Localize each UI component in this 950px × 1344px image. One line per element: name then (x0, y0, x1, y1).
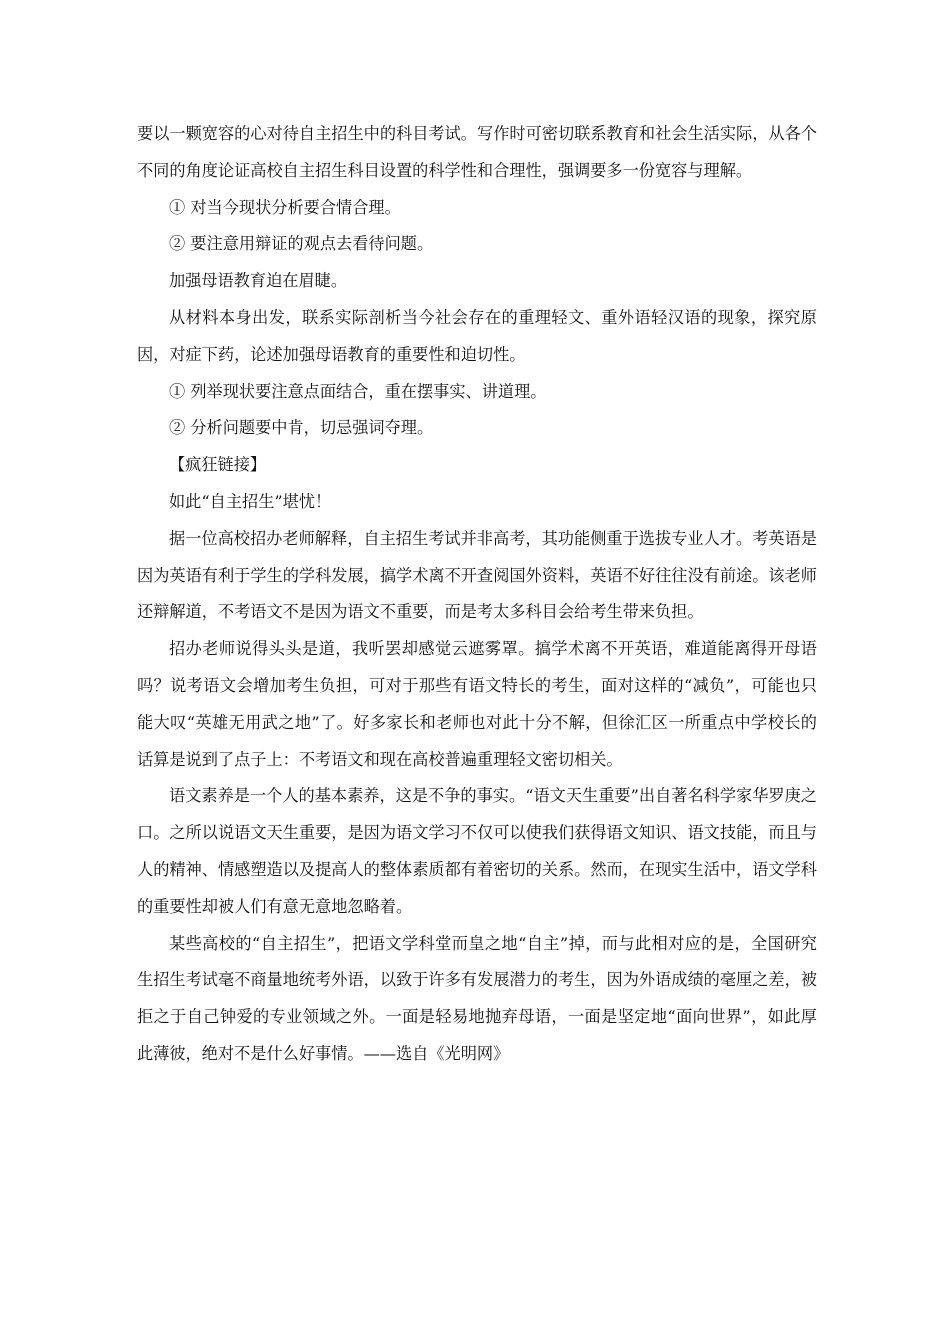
paragraph-point-1: ① 对当今现状分析要合情合理。 (169, 197, 401, 217)
paragraph-subtopic-body: 从材料本身出发，联系实际剖析当今社会存在的重理轻文、重外语轻汉语的现象，探究原因，对症下药，论述加强母语教育的重要性和迫切性。 (137, 307, 817, 364)
paragraph-subtopic-heading: 加强母语教育迫在眉睫。 (169, 271, 348, 291)
article-title: 如此“自主招生”堪忧！ (169, 491, 332, 511)
section-heading-link: 【疯狂链接】 (169, 455, 267, 475)
article-paragraph: 招办老师说得头头是道，我听罢却感觉云遮雾罩。搞学术离不开英语，难道能离得开母语吗？说考语文会增加考生负担，可对于那些有语文特长的考生，面对这样的“减负”，可能也只能大叹“英雄无用武之地”了。好多家长和老师也对此十分不解，但徐汇区一所重点中学校长的话算是说到了点子上：不考语文和现在高校普遍重理轻文密切相关。 (137, 639, 817, 769)
article-paragraph: 据一位高校招办老师解释，自主招生考试并非高考，其功能侧重于选拔专业人才。考英语是因为英语有利于学生的学科发展，搞学术离不开查阅国外资料，英语不好往往没有前途。该老师还辩解道，不考语文不是因为语文不重要，而是考太多科目会给考生带来负担。 (137, 528, 817, 622)
paragraph-point-2: ② 要注意用辩证的观点去看待问题。 (169, 234, 434, 254)
document-body (137, 116, 817, 1073)
paragraph-subtopic-point-1: ① 列举现状要注意点面结合，重在摆事实、讲道理。 (169, 381, 547, 401)
paragraph-subtopic-point-2: ② 分析问题要中肯，切忌强词夺理。 (169, 418, 434, 438)
article-paragraph: 语文素养是一个人的基本素养，这是不争的事实。“语文天生重要”出自著名科学家华罗庚之口。之所以说语文天生重要，是因为语文学习不仅可以使我们获得语文知识、语文技能，而且与人的精神、情感塑造以及提高人的整体素质都有着密切的关系。然而，在现实生活中，语文学科的重要性却被人们有意无意地忽略着。 (137, 786, 817, 916)
paragraph-intro-continuation: 要以一颗宽容的心对待自主招生中的科目考试。写作时可密切联系教育和社会生活实际，从各个不同的角度论证高校自主招生科目设置的科学性和合理性，强调要多一份宽容与理解。 (137, 124, 817, 180)
article-paragraph: 某些高校的“自主招生”，把语文学科堂而皇之地“自主”掉，而与此相对应的是，全国研究生招生考试毫不商量地统考外语，以致于许多有发展潜力的考生，因为外语成绩的毫厘之差，被拒之于自己钟爱的专业领域之外。一面是轻易地抛弃母语，一面是坚定地“面向世界”，如此厚此薄彼，绝对不是什么好事情。——选自《光明网》 (137, 933, 817, 1063)
